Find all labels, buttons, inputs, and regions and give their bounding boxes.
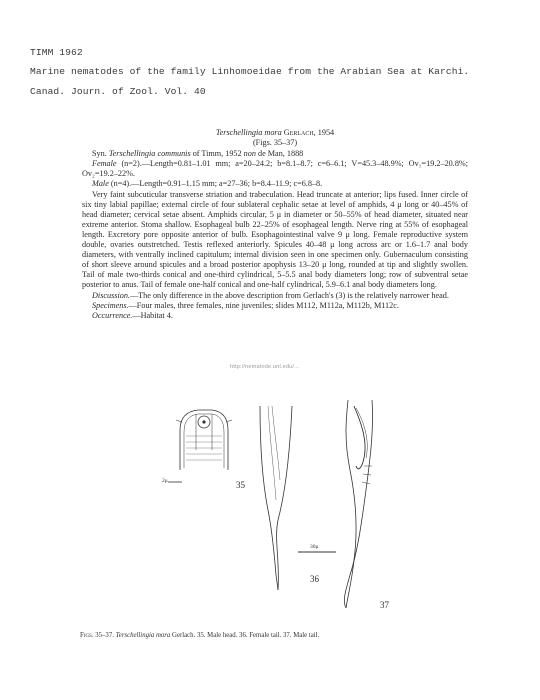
specimen-drawings <box>160 400 420 620</box>
figure-36-label: 36 <box>310 574 319 584</box>
description-paragraph: Very faint subcuticular transverse striation and trabeculation. Head truncate at anterior; lips fused. Inner circle of six tiny labial papillae; external circle of four sublateral cephalic setae at level of amphids, 4 μ long or 40–45% of head diameter; cervical setae absent. Amphids circular, 5 μ in diameter or 50–55% of head diameter, situated near extreme anterior. Stoma shallow. Esophageal bulb 22–25% of esophageal length. Nerve ring at 55% of esophageal length. Excretory pore opposite anterior of bulb. Esophagointestinal valve 9 μ long. Female reproductive system double, ovaries outstretched. Testis reflexed anteriorly. Spicules 40–48 μ long across arc or 1.6–1.7 anal body diameters, with ventrally inclined capitulum; internal division seen in one specimen only. Gubernaculum consisting of short sleeve around spicules and a broad posterior apophysis 13–20 μ long, rounded at tip and slightly swollen. Tail of male two-thirds conical and one-third cylindrical, 5–5.5 anal body diameters long; row of subventral setae posterior to anus. Tail of female one-half conical and one-half cylindrical, 5.9–6.1 anal body diameters long. <box>82 189 468 290</box>
species-author: Gerlach, 1954 <box>283 128 335 137</box>
scale-bar-small-label: 2μ <box>162 478 168 484</box>
article-body <box>82 122 468 321</box>
occurrence-paragraph: Occurrence.—Habitat 4. <box>92 310 173 320</box>
figure-37-label: 37 <box>380 600 389 610</box>
typed-header-line-2: Marine nematodes of the family Linhomoeidae from the Arabian Sea at Karchi. <box>30 66 470 77</box>
figure-caption: Figs. 35–37. Terschellingia mora Gerlach. 35. Male head. 36. Female tail. 37. Male tail. <box>80 632 320 639</box>
figure-35-label: 35 <box>236 480 245 490</box>
synonym-line: Syn. Terschellingia communis of Timm, 1952 non de Man, 1888 <box>92 149 304 159</box>
typed-header-line-1: TIMM 1962 <box>30 47 83 58</box>
specimens-paragraph: Specimens.—Four males, three females, nine juveniles; slides M112, M112a, M112b, M112c. <box>92 300 399 310</box>
male-head-drawing <box>168 410 232 482</box>
url-watermark: http://nematode.unl.edu/... <box>230 364 300 370</box>
species-name: Terschellingia mora <box>215 128 282 137</box>
figure-reference: (Figs. 35–37) <box>252 138 298 148</box>
female-tail-drawing <box>260 406 336 590</box>
discussion-paragraph: Discussion.—The only difference in the above description from Gerlach's (3) is the relatively narrower head. <box>92 290 449 300</box>
male-tail-drawing <box>344 400 372 608</box>
male-measurements: Male (n=4).—Length=0.91–1.15 mm; a=27–36; b=8.4–11.9; c=6.8–8. <box>92 179 323 189</box>
specimen-figures <box>160 400 420 620</box>
female-measurements: Female (n=2).—Length=0.81–1.01 mm; a=20–24.2; b=8.1–8.7; c=6–6.1; V=45.3–48.9%; Ov₁=19.2–20.8%; Ov₂=19.2–22%. <box>82 159 469 179</box>
species-title <box>82 128 468 138</box>
typed-header-line-3: Canad. Journ. of Zool. Vol. 40 <box>30 86 206 97</box>
scale-bar-large-label: 30μ <box>310 544 319 550</box>
